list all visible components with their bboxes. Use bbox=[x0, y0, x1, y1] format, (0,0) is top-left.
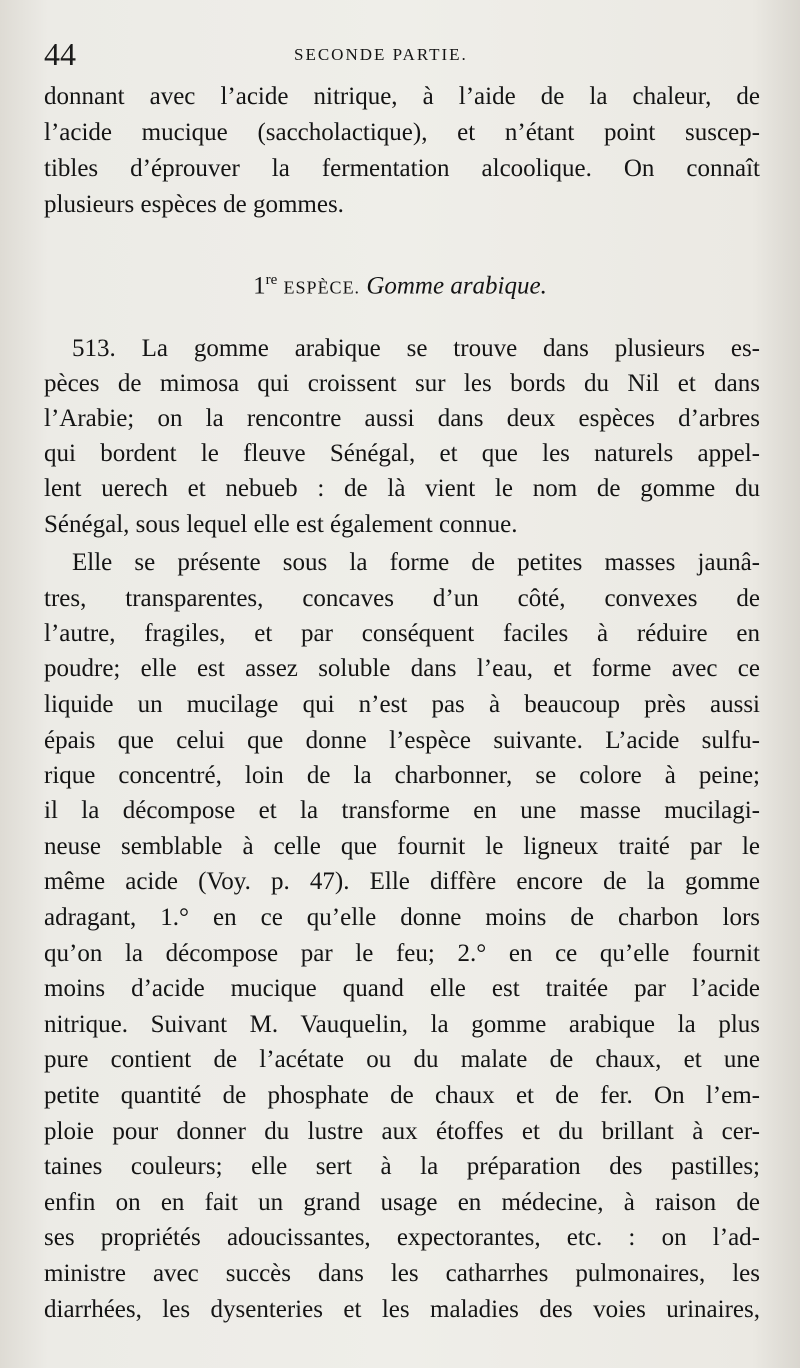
text-line: l’autre, fragiles, et par conséquent faciles à réduire en bbox=[44, 620, 760, 647]
text-line: ploie pour donner du lustre aux étoffes et du brillant à cer- bbox=[44, 1118, 760, 1145]
text-line: poudre; elle est assez soluble dans l’eau, et forme avec ce bbox=[44, 655, 760, 682]
text-line: diarrhées, les dysenteries et les maladies des voies urinaires, bbox=[44, 1296, 760, 1323]
text-line: il la décompose et la transforme en une masse mucilagi- bbox=[44, 797, 760, 824]
page-number: 44 bbox=[44, 36, 76, 72]
text-line: nitrique. Suivant M. Vauquelin, la gomme arabique la plus bbox=[44, 1011, 760, 1038]
species-ordinal-suffix: re bbox=[265, 272, 278, 288]
text-line: ministre avec succès dans les catharrhes pulmonaires, les bbox=[44, 1260, 760, 1287]
text-line: taines couleurs; elle sert à la préparation des pastilles; bbox=[44, 1153, 760, 1180]
text-line: liquide un mucilage qui n’est pas à beaucoup près aussi bbox=[44, 691, 760, 718]
species-heading bbox=[0, 262, 800, 305]
species-label: ESPÈCE. bbox=[283, 277, 361, 298]
text-line: qui bordent le fleuve Sénégal, et que les naturels appel- bbox=[44, 440, 760, 467]
species-title: Gomme arabique. bbox=[366, 272, 547, 300]
text-line: qu’on la décompose par le feu; 2.° en ce qu’elle fournit bbox=[44, 940, 760, 967]
text-line: plusieurs espèces de gommes. bbox=[44, 191, 344, 218]
species-ordinal: 1 bbox=[253, 272, 266, 300]
text-line: Sénégal, sous lequel elle est également connue. bbox=[44, 511, 518, 538]
text-line: épais que celui que donne l’espèce suivante. L’acide sulfu- bbox=[44, 727, 760, 754]
running-head: SECONDE PARTIE. bbox=[294, 45, 468, 64]
text-line: enfin on en fait un grand usage en médecine, à raison de bbox=[44, 1189, 760, 1216]
text-line: rique concentré, loin de la charbonner, se colore à peine; bbox=[44, 762, 760, 789]
page-header bbox=[44, 34, 760, 74]
text-line: moins d’acide mucique quand elle est traitée par l’acide bbox=[44, 975, 760, 1002]
text-line: l’Arabie; on la rencontre aussi dans deux espèces d’arbres bbox=[44, 405, 760, 432]
text-line: neuse semblable à celle que fournit le ligneux traité par le bbox=[44, 833, 760, 860]
text-line: donnant avec l’acide nitrique, à l’aide de la chaleur, de bbox=[44, 83, 760, 110]
text-line: pure contient de l’acétate ou du malate de chaux, et une bbox=[44, 1046, 760, 1073]
text-line: tres, transparentes, concaves d’un côté, convexes de bbox=[44, 585, 760, 612]
text-line: adragant, 1.° en ce qu’elle donne moins de charbon lors bbox=[44, 904, 760, 931]
text-line: même acide (Voy. p. 47). Elle diffère encore de la gomme bbox=[44, 868, 760, 895]
text-line: l’acide mucique (saccholactique), et n’étant point suscep- bbox=[44, 119, 760, 146]
text-line: 513. La gomme arabique se trouve dans plusieurs es- bbox=[72, 335, 760, 362]
text-line: Elle se présente sous la forme de petites masses jaunâ- bbox=[72, 549, 760, 576]
text-line: ses propriétés adoucissantes, expectorantes, etc. : on l’ad- bbox=[44, 1224, 760, 1251]
text-line: tibles d’éprouver la fermentation alcoolique. On connaît bbox=[44, 155, 760, 182]
text-line: petite quantité de phosphate de chaux et de fer. On l’em- bbox=[44, 1082, 760, 1109]
text-line: lent uerech et nebueb : de là vient le nom de gomme du bbox=[44, 475, 760, 502]
text-line: pèces de mimosa qui croissent sur les bords du Nil et dans bbox=[44, 370, 760, 397]
